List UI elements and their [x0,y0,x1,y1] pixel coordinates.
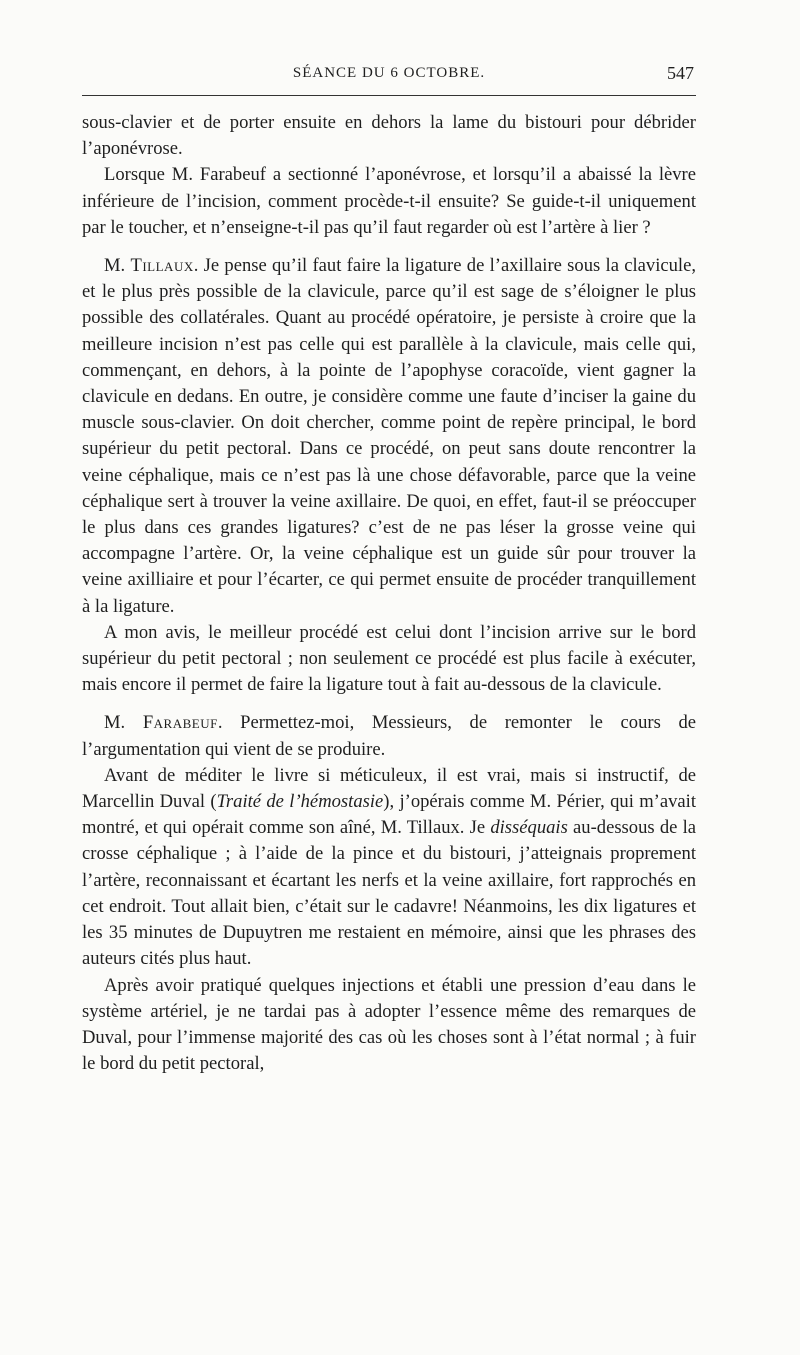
text-run: au-dessous de la crosse céphalique ; à l’aide de la pince et du bistouri, j’atteignais proprement l’artère, reconnaissant et écartant les nerfs et la veine axillaire, fort rapprochés en cet endroit. Tout allait bien, c’était sur le cadavre! Néanmoins, les dix ligatures et les 35 minutes de Dupuytren me restaient en mémoire, ainsi que les phrases des auteurs cités plus haut. [82,817,696,970]
speaker-name: Farabeuf [142,712,218,734]
header-rule [82,95,696,96]
body-text [82,110,696,1077]
speaker-prefix: M. [104,712,143,734]
speaker-prefix: M. [104,255,131,277]
running-head [82,62,696,86]
text-run: Avant de méditer le livre si méticuleux, il est vrai, mais si instructif, de Marcellin Duval ( [82,764,696,813]
paragraph-tillaux [82,253,696,620]
text-run: ), j’opérais comme M. Périer, qui m’avait montré, et qui opérait comme son aîné, M. Tillaux. Je [82,791,697,839]
emphasis: disséquais [490,817,568,839]
running-title: SÉANCE DU 6 OCTOBRE. [292,65,486,81]
paragraph-injections: Après avoir pratiqué quelques injections et établi une pression d’eau dans le système artériel, je ne tardai pas à adopter l’essence même des remarques de Duval, pour l’immense majorité des cas où les choses sont à l’état normal ; à fuir le bord du petit pectoral, [82,974,696,1075]
paragraph-opinion: A mon avis, le meilleur procédé est celui dont l’incision arrive sur le bord supérieur du petit pectoral ; non seulement ce procédé est plus facile à exécuter, mais encore il permet de faire la ligature tout à fait au-dessous de la clavicule. [82,621,696,696]
book-title: Traité de l’hémostasie [216,791,384,813]
speaker-name: Tillaux [130,255,194,277]
page-number: 547 [667,63,694,83]
speech-text: . Permettez-moi, Messieurs, de remonter le cours de l’argumentation qui vient de se produire. [82,712,696,760]
paragraph-duval [82,763,696,973]
paragraph-question: Lorsque M. Farabeuf a sectionné l’aponévrose, et lorsqu’il a abaissé la lèvre inférieure de l’incision, comment procède-t-il ensuite? Se guide-t-il uniquement par le toucher, et n’enseigne-t-il pas qu’il faut regarder où est l’artère à lier ? [82,164,696,238]
paragraph-continuation: sous-clavier et de porter ensuite en dehors la lame du bistouri pour débrider l’aponévrose. [82,112,696,160]
speech-text: . Je pense qu’il faut faire la ligature de l’axillaire sous la clavicule, et le plus près possible de la clavicule, parce qu’il est sage de s’éloigner le plus possible des collatérales. Quant au procédé opératoire, je persiste à croire que la meilleure incision n’est pas celle qui est parallèle à la clavicule, mais celle qui, commençant, en dehors, à la pointe de l’apophyse coracoïde, vient gagner la clavicule en dedans. En outre, je considère comme une faute d’inciser la gaine du muscle sous-clavier. On doit chercher, comme point de repère principal, le bord supérieur du petit pectoral. Dans ce procédé, on peut sans doute rencontrer la veine céphalique, mais ce n’est pas là une chose défavorable, parce que la veine céphalique sert à trouver la veine axillaire. De quoi, en effet, faut-il se préoccuper le plus dans ces grandes ligatures? c’est de ne pas léser la grosse veine qui accompagne l’artère. Or, la veine céphalique est un guide sûr pour trouver la veine axilliaire et pour l’écarter, ce qui permet ensuite de procéder tranquillement à la ligature. [82,255,696,617]
paragraph-farabeuf [82,710,696,762]
